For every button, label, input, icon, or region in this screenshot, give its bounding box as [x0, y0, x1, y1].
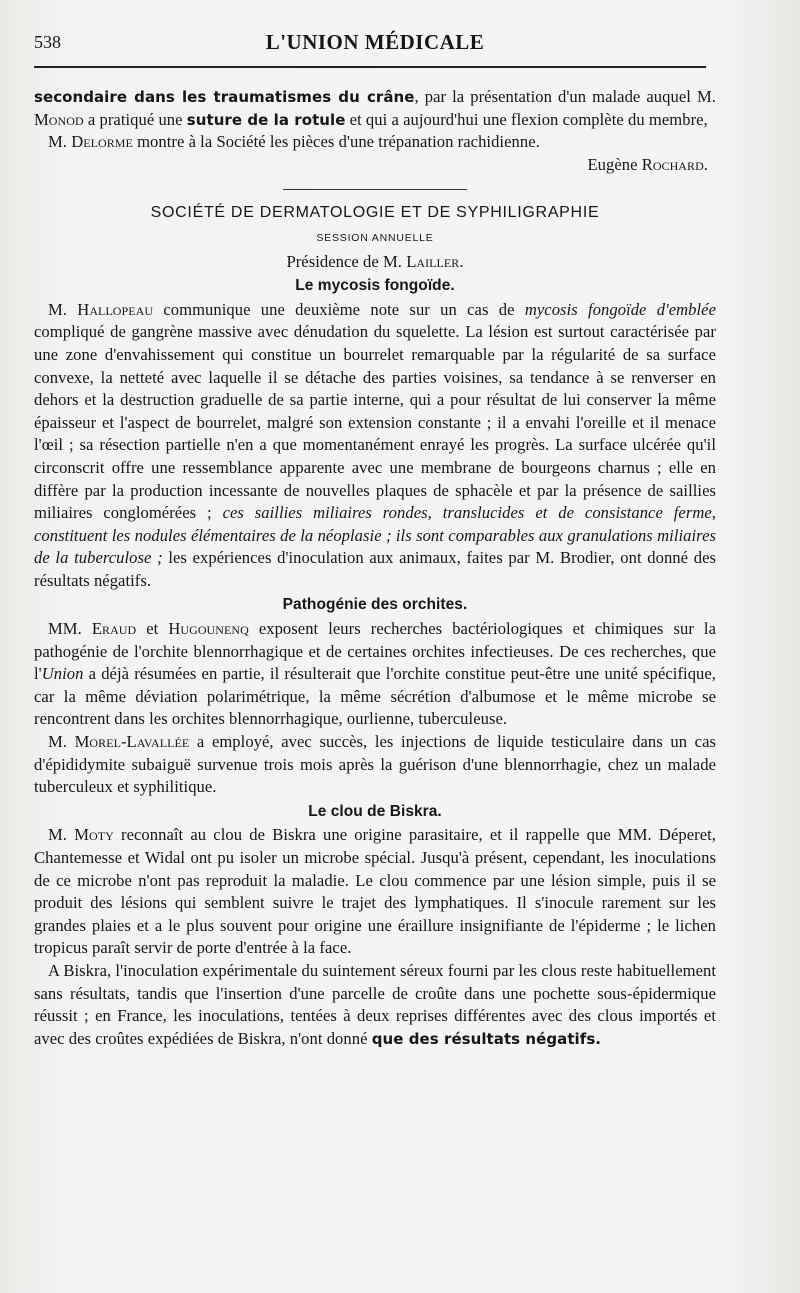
italic-phrase: mycosis fongoïde d'emblée [524, 299, 716, 319]
paragraph-biskra-2 [34, 960, 716, 1050]
running-header [34, 28, 716, 62]
text-run: et qui a aujourd'hui une flexion complète du membre, [345, 109, 708, 129]
text-run: les expériences d'inoculation aux animaux, faites par M. Brodier, ont donné des résultats négatifs. [34, 548, 716, 590]
text-run: M. [48, 299, 78, 319]
person-name: Hugounenq [168, 619, 249, 639]
heading-biskra: Le clou de Biskra. [308, 802, 442, 820]
text-run: reconnaît au clou de Biskra une origine parasitaire, et il rappelle que MM. Déperet, Chantemesse et Widal ont pu isoler un microbe spécial. Jusqu'à présent, cependant, les inoculations de ce microbe n'ont pas reproduit la maladie. Le clou commence par une lésion simple, puis il se produit des lésions qui semblent suivre le trajet des lymphatiques. Il s'inocule rarement sur les grandes plaies et a le plus souvent pour origine une éraillure insignifiante de l'épiderme ; le lichen tropicus paraît servir de porte d'entrée à la face. [34, 825, 716, 958]
paragraph-mycosis [34, 299, 716, 593]
bold-phrase: secondaire dans les traumatismes du crâne [34, 88, 415, 106]
text-run: . [459, 251, 464, 271]
intro-paragraph-2 [34, 131, 716, 154]
bold-phrase: que des résultats négatifs. [371, 1029, 602, 1048]
text-run: montre à la Société les pièces d'une trépanation rachidienne. [132, 132, 540, 152]
paragraph-biskra-1 [34, 824, 716, 960]
text-run: exposent leurs recherches bactériologiques et chimiques sur la pathogénie de l'orchite blennorrhagique et de certaines orchites infectieuses. De ces recherches, que l' [34, 619, 716, 684]
paragraph-orchites-2 [34, 731, 716, 799]
heading-orchites: Pathogénie des orchites. [282, 596, 468, 614]
person-name: Lailler [406, 251, 460, 271]
bold-phrase: suture de la rotule [186, 110, 346, 129]
text-run: MM. [48, 619, 92, 639]
paragraph-orchites-1 [34, 618, 716, 731]
signature-last-name: Rochard [641, 154, 704, 174]
session-label: SESSION ANNUELLE [316, 231, 434, 244]
text-run: a employé, avec succès, les injections de liquide testiculaire dans un cas d'épididymite subaiguë survenue trois mois après la guérison d'une blennorrhagie, chez un malade tuberculeux et syphilitique. [34, 732, 716, 797]
italic-phrase: Union [41, 664, 84, 684]
presidence-line [34, 251, 716, 274]
person-name: Delorme [71, 132, 133, 152]
text-run: communique une deuxième note sur un cas de [153, 299, 525, 319]
text-run: . [703, 154, 708, 174]
text-run: compliqué de gangrène massive avec dénudation du squelette. La lésion est surtout caractérisée par une zone d'envahissement qui constitue un bourrelet remarquable par la régularité de sa surface convexe, la netteté avec laquelle il se détache des parties voisines, sa tendance à se renverser en dehors et la destruction graduelle de sa partie interne, qui a pour résultat de lui conserver la même épaisseur et l'aspect de bourrelet, malgré son extension constante ; il a envahi l'oreille et il menace l'œil ; sa résection partielle n'en a que momentanément enrayé les progrès. La surface ulcérée qu'il circonscrit offre une ressemblance apparente avec une membrane de bourgeons charnus ; elle en diffère par la production incessante de nouvelles plaques de sphacèle et par la présence de saillies miliaires conglomérées ; [34, 322, 716, 523]
text-run: Présidence de M. [286, 251, 407, 271]
intro-paragraph-1 [34, 86, 716, 131]
section-divider [283, 189, 467, 190]
text-run: et [136, 619, 169, 639]
text-run: a pratiqué une [83, 109, 187, 129]
signature [34, 154, 716, 177]
text-run: , par la présentation d'un malade auquel M. [414, 87, 716, 106]
text-run: M. [48, 732, 75, 752]
article-body [34, 86, 716, 1050]
italic-phrase: ces saillies miliaires rondes, translucides et de consistance ferme, constituent les nodules élémentaires de la néoplasie ; ils sont comparables aux granulations miliaires de la tuberculose ; [34, 503, 716, 568]
page-number: 538 [34, 32, 61, 52]
text-run: M. [48, 132, 72, 152]
header-rule [34, 66, 706, 68]
heading-mycosis: Le mycosis fongoïde. [295, 277, 455, 295]
person-name: Morel-Lavallée [74, 732, 190, 752]
person-name: Moty [74, 825, 114, 845]
text-run: A Biskra, l'inoculation expérimentale du suintement séreux fourni par les clous reste habituellement sans résultats, tandis que l'insertion d'une parcelle de croûte dans une pochette sous-épidermique réussit ; en France, les inoculations, tentées à deux reprises différentes avec des clous importés et avec des croûtes expédiées de Biskra, n'ont donné [34, 960, 716, 1048]
person-name: Monod [34, 109, 84, 129]
text-run: M. [48, 825, 75, 845]
signature-first-name: Eugène [587, 154, 642, 174]
text-run: a déjà résumées en partie, il résulterait que l'orchite constitue peut-être une unité spécifique, car la même déviation polarimétrique, la même sécrétion d'albumose et le même microbe se rencontrent dans les orchites blennorrhagique, ourlienne, tuberculeuse. [34, 664, 716, 729]
person-name: Hallopeau [77, 299, 154, 319]
person-name: Eraud [91, 619, 137, 639]
journal-title: L'UNION MÉDICALE [265, 30, 485, 54]
society-title: SOCIÉTÉ DE DERMATOLOGIE ET DE SYPHILIGRAPHIE [150, 204, 600, 222]
